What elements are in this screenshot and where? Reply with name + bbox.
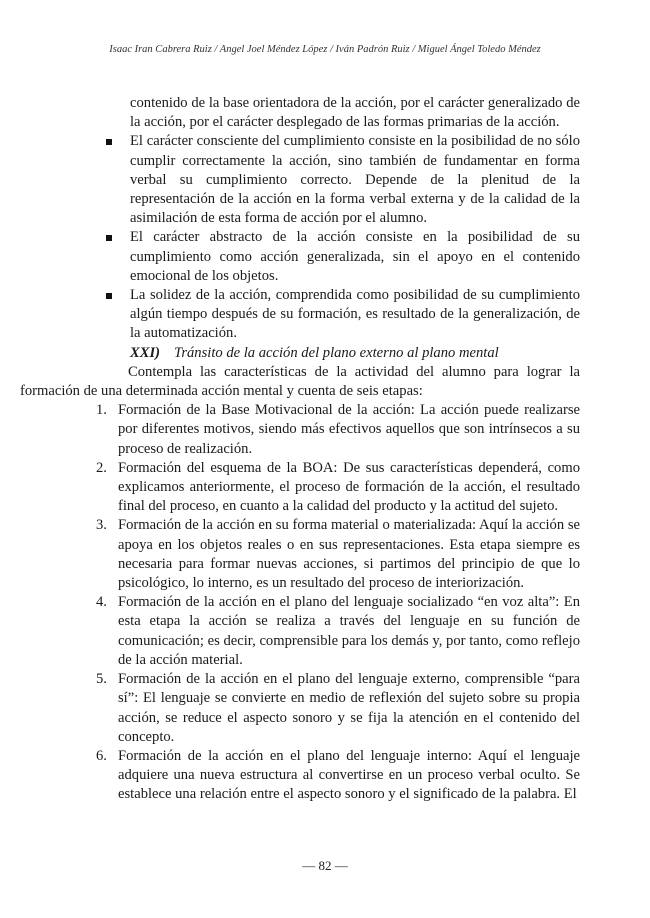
list-item bbox=[96, 593, 580, 670]
intro-paragraph bbox=[20, 363, 580, 401]
bullet-item bbox=[130, 286, 580, 344]
bullet-text: La solidez de la acción, comprendida como posibilidad de su cumplimiento algún tiempo después de su formación, es resultado de la generalización, de la automatización. bbox=[130, 287, 580, 342]
section-title: Tránsito de la acción del plano externo al plano mental bbox=[174, 344, 499, 361]
bullet-item bbox=[130, 228, 580, 286]
section-heading bbox=[130, 344, 580, 363]
item-text: Formación del esquema de la BOA: De sus características dependerá, como explicamos anteriormente, el proceso de formación de la acción, el resultado final del proceso, en cuanto a la calidad del producto y la actitud del sujeto. bbox=[118, 459, 580, 515]
item-text: Formación de la Base Motivacional de la acción: La acción puede realizarse por diferentes motivos, siendo más efectivos aquellos que son intrínsecos a su proceso de realización. bbox=[118, 402, 580, 457]
item-number: 3. bbox=[96, 517, 107, 534]
list-item bbox=[96, 747, 580, 805]
list-item bbox=[96, 401, 580, 459]
bullet-text: El carácter consciente del cumplimiento consiste en la posibilidad de no sólo cumplir correctamente la acción, sino también de fundamentar en forma verbal su cumplimiento correcto. Depende de la plenitud de la representación de la acción en la forma verbal externa y de la calidad de la asimilación de esta forma de acción por el alumno. bbox=[130, 133, 580, 227]
item-text: Formación de la acción en el plano del lenguaje interno: Aquí el lenguaje adquiere una nueva estructura al convertirse en un proceso verbal oculto. Se establece una relación entre el aspecto sonoro y el significado de la palabra. El bbox=[118, 747, 580, 803]
list-item bbox=[96, 670, 580, 747]
item-number: 4. bbox=[96, 594, 107, 611]
square-bullet-icon bbox=[106, 293, 112, 299]
stages-list bbox=[20, 401, 580, 804]
paragraph-text: contenido de la base orientadora de la acción, por el carácter generalizado de la acción, por el carácter desplegado de las formas primarias de la acción. bbox=[130, 95, 580, 131]
item-number: 5. bbox=[96, 671, 107, 688]
bullet-text: El carácter abstracto de la acción consiste en la posibilidad de su cumplimiento como acción generalizada, sin el apoyo en el contenido emocional de los objetos. bbox=[130, 229, 580, 284]
item-text: Formación de la acción en su forma material o materializada: Aquí la acción se apoya en los objetos reales o en sus representaciones. Esta etapa siempre es necesaria para formar nuevas acciones, si partimos del principio de que lo psicológico, lo interno, es un resultado del proceso de interiorización. bbox=[118, 517, 580, 592]
item-text: Formación de la acción en el plano del lenguaje externo, comprensible “para sí”: El lenguaje se convierte en medio de reflexión del sujeto sobre su propia acción, se reduce el aspecto sonoro y se fija la atención en el contenido del concepto. bbox=[118, 671, 580, 745]
square-bullet-icon bbox=[106, 235, 112, 241]
section-number: XXI) bbox=[130, 344, 161, 361]
list-item bbox=[96, 459, 580, 517]
square-bullet-icon bbox=[106, 139, 112, 145]
item-number: 6. bbox=[96, 747, 107, 764]
list-item bbox=[96, 516, 580, 593]
item-number: 2. bbox=[96, 459, 107, 476]
item-text: Formación de la acción en el plano del lenguaje socializado “en voz alta”: En esta etapa la acción se realiza a través del lenguaje en su función de comunicación; es decir, comprensible para los demás y, por tanto, como reflejo de la acción material. bbox=[118, 594, 580, 668]
page-number: — 82 — bbox=[302, 858, 348, 873]
page-body bbox=[20, 94, 580, 805]
item-number: 1. bbox=[96, 402, 107, 419]
continuation-paragraph bbox=[130, 94, 580, 132]
bullet-item bbox=[130, 132, 580, 228]
paragraph-text: Contempla las características de la actividad del alumno para lograr la formación de una determinada acción mental y cuenta de seis etapas: bbox=[20, 363, 580, 400]
running-header: Isaac Iran Cabrera Ruiz / Angel Joel Méndez López / Iván Padrón Ruiz / Miguel Ángel Toledo Méndez bbox=[109, 44, 541, 55]
